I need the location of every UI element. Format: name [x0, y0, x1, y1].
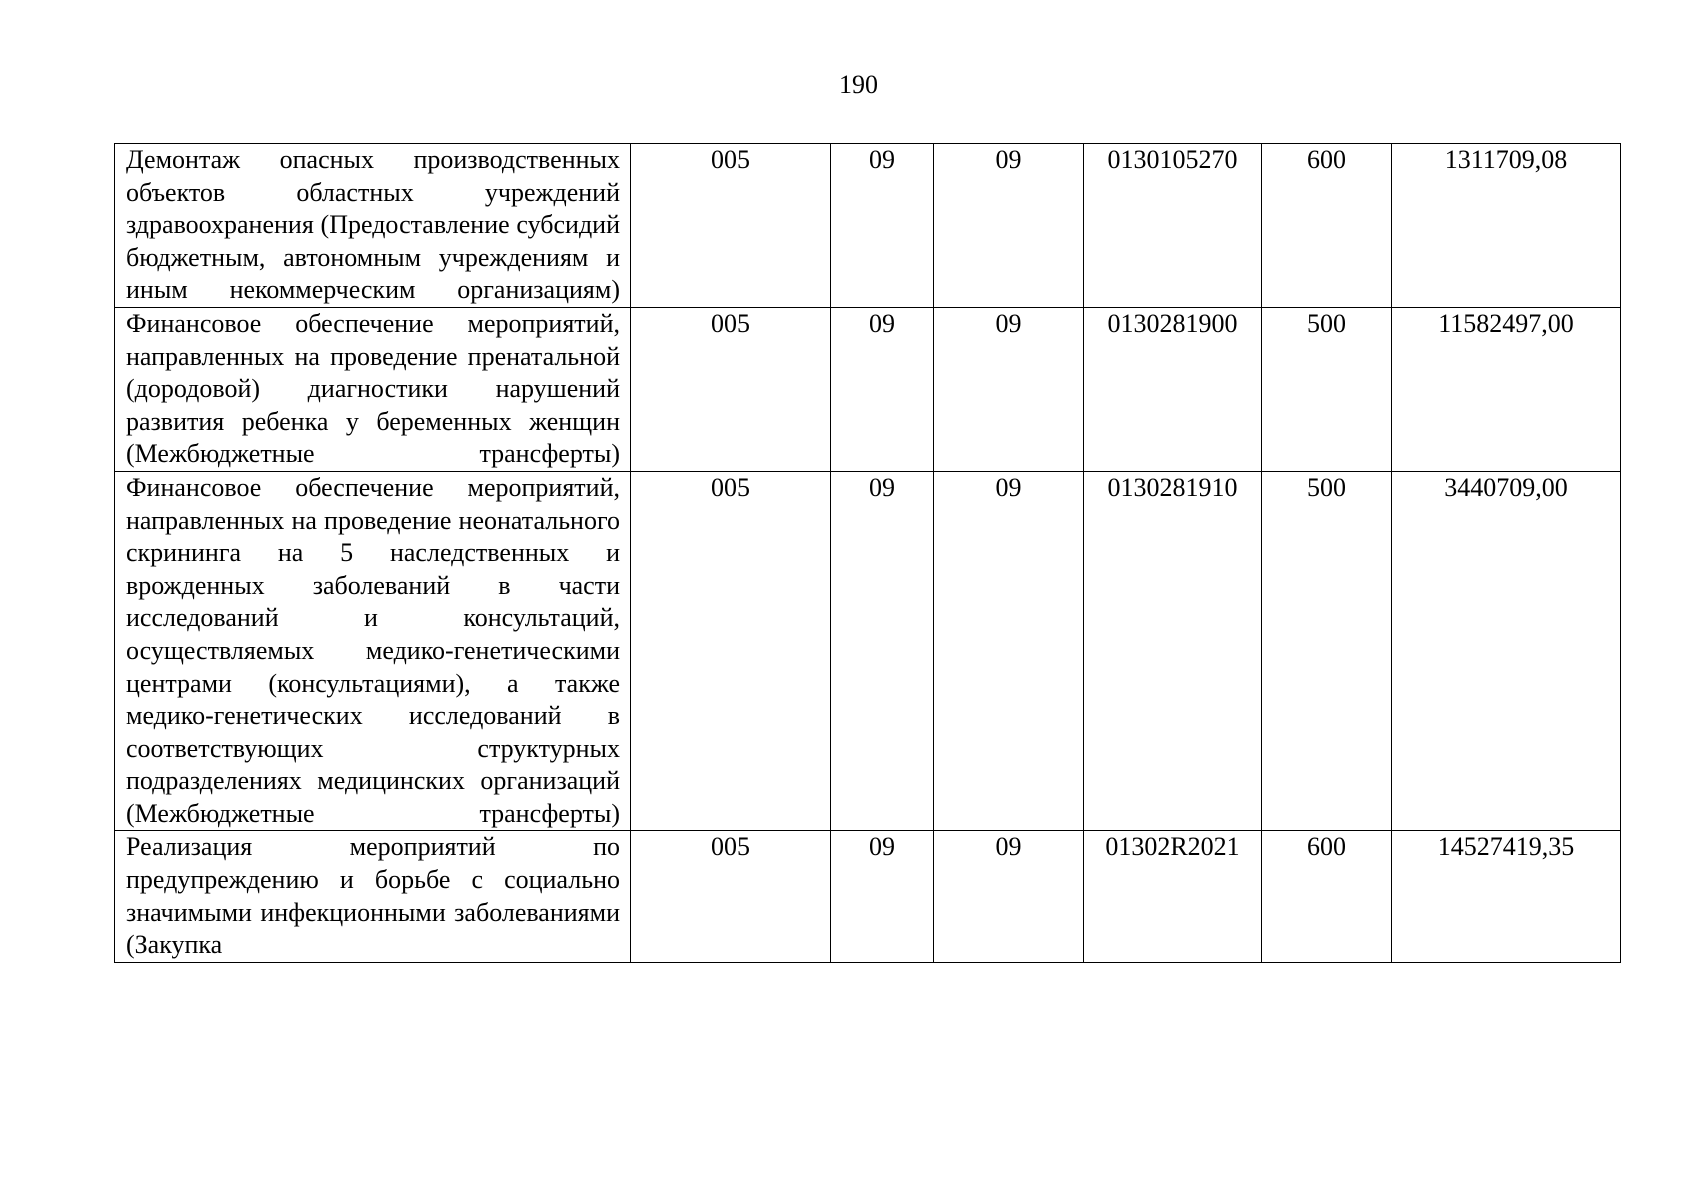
target-article-cell: 01302R2021 — [1084, 831, 1262, 962]
amount-cell: 3440709,00 — [1392, 471, 1621, 831]
amount-cell: 1311709,08 — [1392, 144, 1621, 308]
description-cell: Финансовое обеспечение мероприятий, направленных на проведение пренатальной (дородовой) диагностики нарушений развития ребенка у беременных женщин (Межбюджетные трансферты) — [115, 307, 631, 471]
subsection-code-cell: 09 — [934, 144, 1084, 308]
section-code-cell: 09 — [831, 144, 934, 308]
ministry-code-cell: 005 — [631, 471, 831, 831]
ministry-code-cell: 005 — [631, 831, 831, 962]
target-article-cell: 0130281910 — [1084, 471, 1262, 831]
section-code-cell: 09 — [831, 307, 934, 471]
table-row — [115, 831, 1621, 962]
table-row — [115, 307, 1621, 471]
amount-cell: 14527419,35 — [1392, 831, 1621, 962]
target-article-cell: 0130281900 — [1084, 307, 1262, 471]
budget-table — [114, 143, 1621, 963]
section-code-cell: 09 — [831, 831, 934, 962]
amount-cell: 11582497,00 — [1392, 307, 1621, 471]
section-code-cell: 09 — [831, 471, 934, 831]
expense-type-cell: 600 — [1262, 144, 1392, 308]
table-row — [115, 471, 1621, 831]
description-cell: Демонтаж опасных производственных объектов областных учреждений здравоохранения (Предоставление субсидий бюджетным, автономным учреждениям и иным некоммерческим организациям) — [115, 144, 631, 308]
ministry-code-cell: 005 — [631, 144, 831, 308]
expense-type-cell: 500 — [1262, 471, 1392, 831]
target-article-cell: 0130105270 — [1084, 144, 1262, 308]
description-cell: Реализация мероприятий по предупреждению и борьбе с социально значимыми инфекционными заболеваниями (Закупка — [115, 831, 631, 962]
subsection-code-cell: 09 — [934, 307, 1084, 471]
page-number: 190 — [839, 70, 878, 99]
subsection-code-cell: 09 — [934, 831, 1084, 962]
ministry-code-cell: 005 — [631, 307, 831, 471]
description-cell: Финансовое обеспечение мероприятий, направленных на проведение неонатального скрининга на 5 наследственных и врожденных заболеваний в части исследований и консультаций, осуществляемых медико-генетическими центрами (консультациями), а также медико-генетических исследований в соответствующих структурных подразделениях медицинских организаций (Межбюджетные трансферты) — [115, 471, 631, 831]
subsection-code-cell: 09 — [934, 471, 1084, 831]
expense-type-cell: 500 — [1262, 307, 1392, 471]
table-row — [115, 144, 1621, 308]
expense-type-cell: 600 — [1262, 831, 1392, 962]
